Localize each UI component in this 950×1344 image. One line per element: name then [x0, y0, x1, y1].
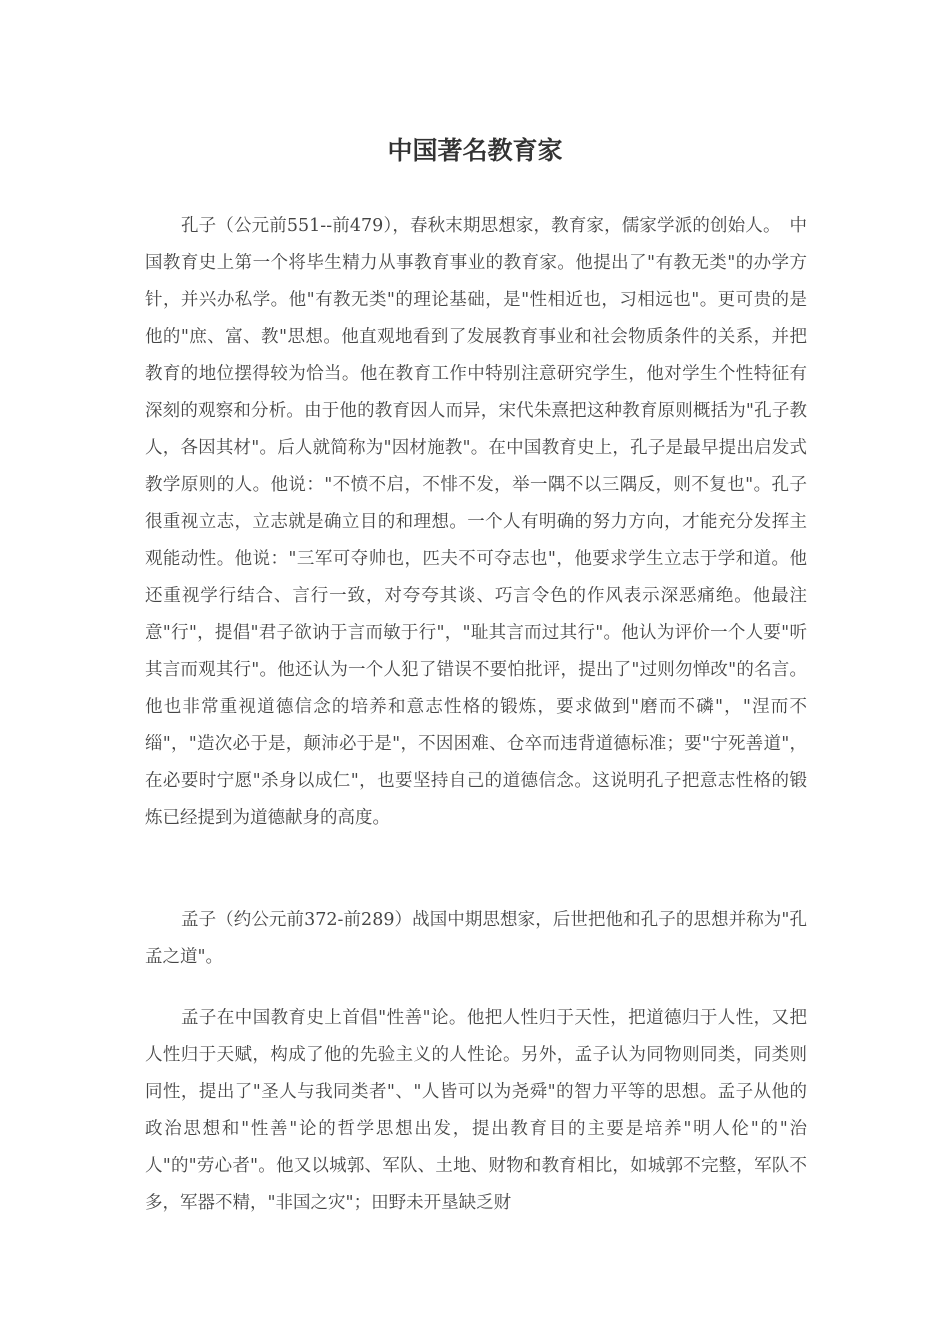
paragraph-mencius-education: 孟子在中国教育史上首倡"性善"论。他把人性归于天性，把道德归于人性，又把人性归于天赋，构成了他的先验主义的人性论。另外，孟子认为同物则同类，同类则同性，提出了"圣人与我同类者"、"人皆可以为尧舜"的智力平等的思想。孟子从他的政治思想和"性善"论的哲学思想出发，提出教育目的主要是培养"明人伦"的"治人"的"劳心者"。他又以城郭、军队、土地、财物和教育相比，如城郭不完整，军队不多，军器不精，"非国之灾"；田野未开垦缺乏财: [145, 1008, 807, 1213]
document-title: 中国著名教育家: [387, 136, 563, 165]
paragraph-mencius-intro: 孟子（约公元前372-前289）战国中期思想家，后世把他和孔子的思想并称为"孔孟之道"。: [145, 910, 807, 967]
paragraph-confucius: 孔子（公元前551--前479），春秋末期思想家，教育家，儒家学派的创始人。 中国教育史上第一个将毕生精力从事教育事业的教育家。他提出了"有教无类"的办学方针，并兴办私学。他"有教无类"的理论基础，是"性相近也，习相远也"。更可贵的是他的"庶、富、教"思想。他直观地看到了发展教育事业和社会物质条件的关系，并把教育的地位摆得较为恰当。他在教育工作中特别注意研究学生，他对学生个性特征有深刻的观察和分析。由于他的教育因人而异，宋代朱熹把这种教育原则概括为"孔子教人，各因其材"。后人就简称为"因材施教"。在中国教育史上，孔子是最早提出启发式教学原则的人。他说："不愤不启，不悱不发，举一隅不以三隅反，则不复也"。孔子很重视立志，立志就是确立目的和理想。一个人有明确的努力方向，才能充分发挥主观能动性。他说："三军可夺帅也，匹夫不可夺志也"，他要求学生立志于学和道。他还重视学行结合、言行一致，对夸夸其谈、巧言令色的作风表示深恶痛绝。他最注意"行"，提倡"君子欲讷于言而敏于行"，"耻其言而过其行"。他认为评价一个人要"听其言而观其行"。他还认为一个人犯了错误不要怕批评，提出了"过则勿惮改"的名言。他也非常重视道德信念的培养和意志性格的锻炼，要求做到"磨而不磷"，"涅而不缁"，"造次必于是，颠沛必于是"，不因困难、仓卒而违背道德标准；要"宁死善道"，在必要时宁愿"杀身以成仁"，也要坚持自己的道德信念。这说明孔子把意志性格的锻炼已经提到为道德献身的高度。: [145, 216, 807, 828]
